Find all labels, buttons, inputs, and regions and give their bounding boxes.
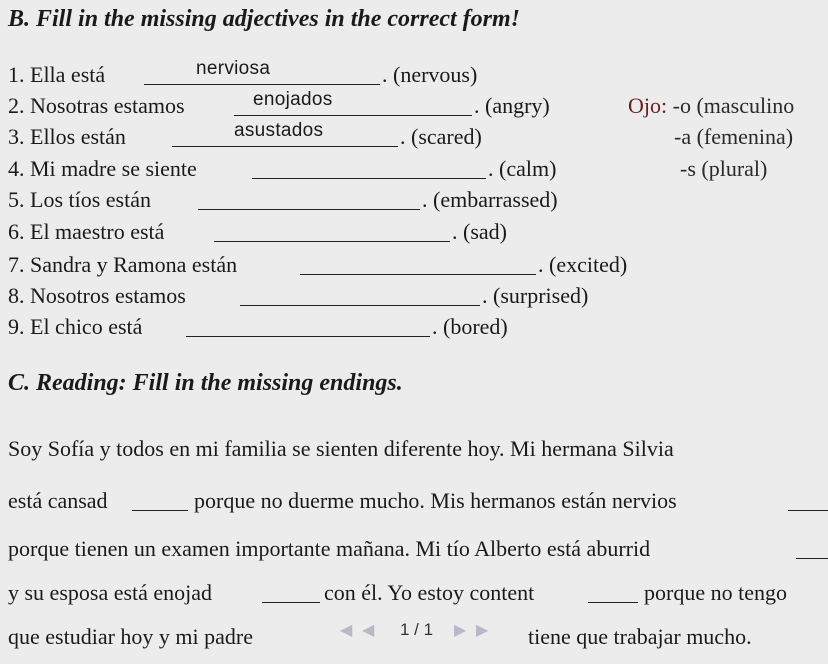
item-hint: . (surprised) — [482, 283, 589, 308]
section-b-heading: B. Fill in the missing adjectives in the correct form! — [8, 6, 521, 32]
ending-blank[interactable] — [588, 602, 638, 603]
last-page-icon[interactable]: ▶ — [476, 622, 489, 639]
next-page-icon[interactable]: ▶ — [454, 622, 467, 639]
item-hint: . (bored) — [432, 314, 508, 339]
reading-text: porque no duerme mucho. Mis hermanos están nervios — [194, 488, 677, 513]
answer-blank[interactable] — [144, 84, 380, 85]
first-page-icon[interactable]: ◀ — [340, 622, 353, 639]
item-hint: . (nervous) — [382, 62, 478, 87]
ending-blank[interactable] — [132, 510, 188, 511]
ojo-line-feminine: -a (femenina) — [674, 124, 794, 149]
item-hint: . (excited) — [538, 252, 628, 277]
answer-blank[interactable] — [300, 274, 536, 275]
answer-blank[interactable] — [172, 146, 398, 147]
item-prompt: 3. Ellos están — [8, 124, 126, 149]
answer-blank[interactable] — [252, 178, 486, 179]
item-prompt: 6. El maestro está — [8, 219, 165, 244]
item-prompt: 5. Los tíos están — [8, 187, 151, 212]
reading-text: Soy Sofía y todos en mi familia se sienten diferente hoy. Mi hermana Silvia — [8, 436, 674, 461]
ending-blank[interactable] — [262, 602, 320, 603]
reading-text: tiene que trabajar mucho. — [528, 624, 752, 649]
reading-text: está cansad — [8, 488, 108, 513]
reading-text: y su esposa está enojad — [8, 580, 213, 605]
section-c-heading: C. Reading: Fill in the missing endings. — [8, 370, 403, 396]
item-hint: . (embarrassed) — [422, 187, 558, 212]
item-prompt: 7. Sandra y Ramona están — [8, 252, 238, 277]
item-prompt: 1. Ella está — [8, 62, 106, 87]
item-hint: . (angry) — [474, 93, 550, 118]
reading-text: porque no tengo — [644, 580, 787, 605]
item-prompt: 2. Nosotras estamos — [8, 93, 185, 118]
item-prompt: 9. El chico está — [8, 314, 143, 339]
answer-blank[interactable] — [198, 209, 420, 210]
reading-text: que estudiar hoy y mi padre — [8, 624, 253, 649]
answer-blank[interactable] — [234, 115, 472, 116]
page-navigation — [330, 616, 520, 646]
ending-blank[interactable] — [796, 558, 828, 559]
answer-text: nerviosa — [196, 58, 271, 79]
ojo-note — [628, 93, 794, 119]
answer-text: enojados — [253, 89, 333, 110]
reading-text: con él. Yo estoy content — [324, 580, 535, 605]
previous-page-icon[interactable]: ◀ — [362, 622, 375, 639]
ending-blank[interactable] — [788, 510, 828, 511]
item-hint: . (calm) — [488, 156, 557, 181]
ojo-line-masculine: -o (masculino — [672, 93, 795, 118]
ojo-title: Ojo: — [628, 93, 668, 118]
answer-blank[interactable] — [214, 241, 450, 242]
page-indicator: 1 / 1 — [400, 620, 434, 639]
item-prompt: 8. Nosotros estamos — [8, 283, 186, 308]
item-hint: . (sad) — [452, 219, 507, 244]
answer-blank[interactable] — [240, 305, 480, 306]
answer-text: asustados — [234, 120, 324, 141]
answer-blank[interactable] — [186, 336, 430, 337]
ojo-line-plural: -s (plural) — [680, 156, 768, 181]
item-prompt: 4. Mi madre se siente — [8, 156, 197, 181]
item-hint: . (scared) — [400, 124, 482, 149]
reading-text: porque tienen un examen importante mañana. Mi tío Alberto está aburrid — [8, 536, 651, 561]
